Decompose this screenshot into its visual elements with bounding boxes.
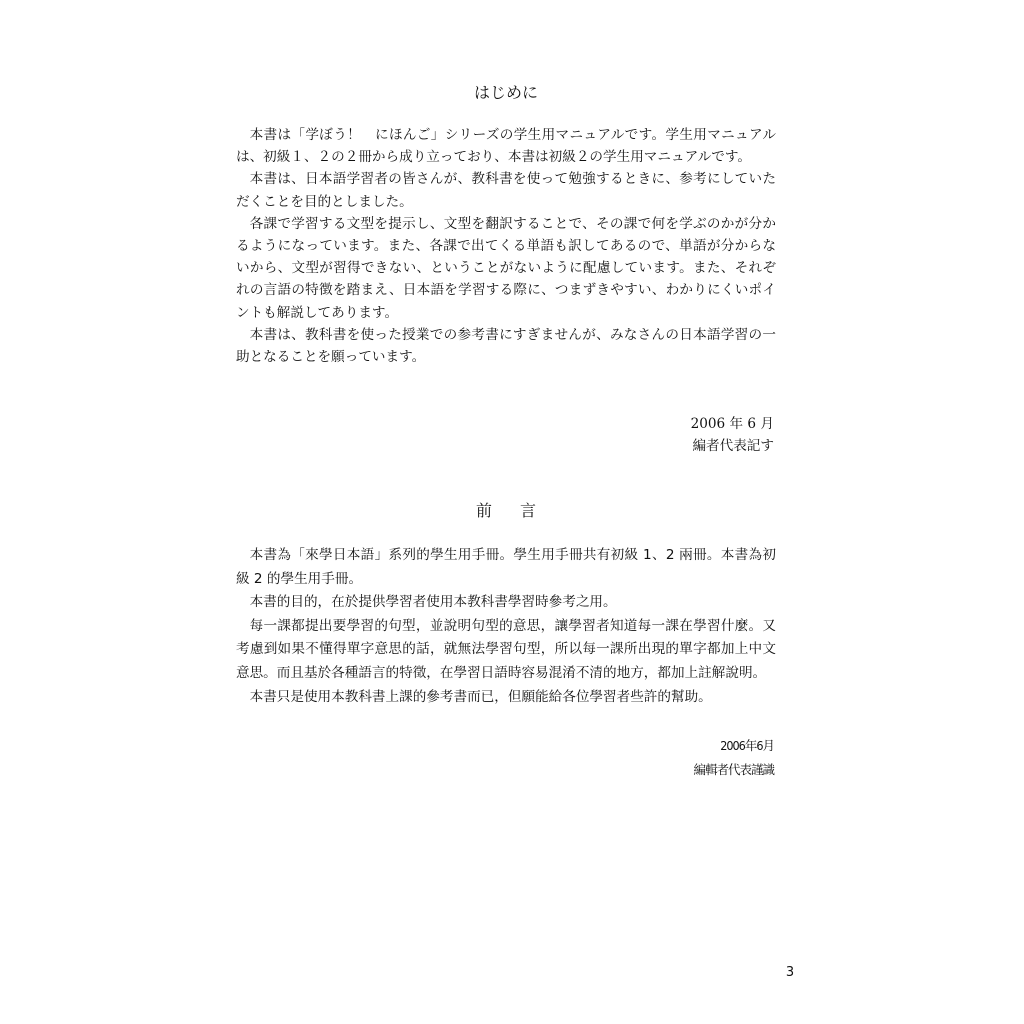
chinese-paragraph: 本書只是使用本教科書上課的參考書而已，但願能給各位學習者些許的幫助。: [249, 688, 712, 705]
japanese-paragraph: 本書は、教科書を使った授業での参考書にすぎませんが、みなさんの日本語学習の一助となることを願っています。: [236, 326, 776, 366]
japanese-preface-title: はじめに: [473, 83, 538, 102]
japanese-paragraph: 各課で学習する文型を提示し、文型を翻訳することで、その課で何を学ぶのかが分かるようになっています。また、各課で出てくる単語も訳してあるので、単語が分からないから、文型が習得できない、ということがないように配慮しています。また、それぞれの言語の特徴を踏まえ、日本語を学習する際に、つまずきやすい、わかりにくいポイントも解説してあります。: [236, 215, 776, 321]
page-number: 3: [785, 965, 795, 980]
chinese-preface-title: 前言: [475, 501, 564, 520]
chinese-paragraph: 本書為「來學日本語」系列的學生用手冊。學生用手冊共有初級 1、2 兩冊。本書為初級 2 的學生用手冊。: [236, 547, 776, 587]
japanese-editor-signature: 編者代表記す: [692, 438, 774, 454]
japanese-paragraph: 本書は「学ぼう！ にほんご」シリーズの学生用マニュアルです。学生用マニュアルは、初級１、２の２冊から成り立っており、本書は初級２の学生用マニュアルです。: [236, 127, 776, 166]
japanese-date: 2006 年 6 月: [690, 416, 774, 432]
chinese-date: 2006年6月: [720, 738, 774, 753]
japanese-preface-body: [236, 124, 776, 368]
chinese-preface-body: [236, 544, 776, 709]
japanese-paragraph: 本書は、日本語学習者の皆さんが、教科書を使って勉強するときに、参考にしていただくことを目的としました。: [236, 171, 776, 210]
chinese-paragraph: 本書的目的，在於提供學習者使用本教科書學習時參考之用。: [249, 594, 617, 611]
chinese-editor-signature: 編輯者代表謹識: [693, 762, 774, 777]
chinese-paragraph: 每一課都提出要學習的句型，並說明句型的意思，讓學習者知道每一課在學習什麼。又考慮到如果不懂得單字意思的話，就無法學習句型，所以每一課所出現的單字都加上中文意思。而且基於各種語言的特徵，在學習日語時容易混淆不清的地方，都加上註解說明。: [236, 617, 776, 681]
